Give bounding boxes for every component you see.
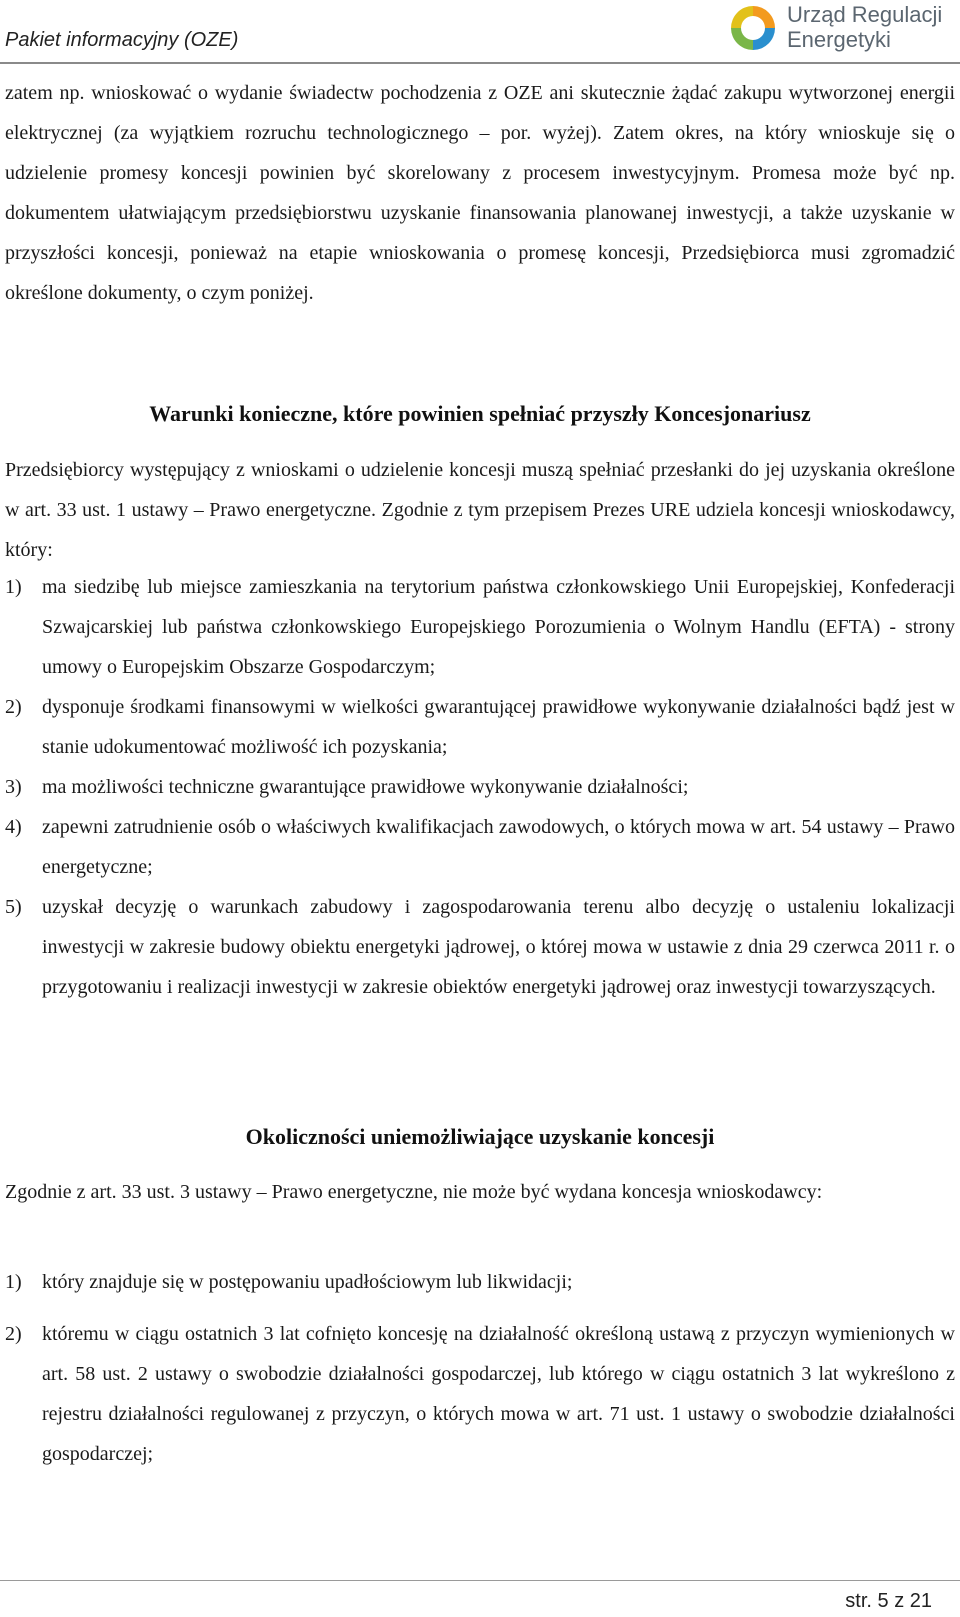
list-item <box>5 687 955 767</box>
header-divider <box>0 62 960 64</box>
list-item-number: 5) <box>5 896 22 918</box>
page-number: str. 5 z 21 <box>845 1590 932 1612</box>
footer-divider <box>0 1580 960 1581</box>
ure-logo <box>727 2 960 54</box>
logo-line-1: Urząd Regulacji <box>787 2 943 27</box>
list-item-text: ma siedzibę lub miejsce zamieszkania na terytorium państwa członkowskiego Unii Europejskiej, Konfederacji Szwajcarskiej lub państwa członkowskiego Europejskiego Porozumienia o Wolnym Handlu (EFTA) - strony umowy o Europejskim Obszarze Gospodarczym; <box>42 576 955 678</box>
list-item <box>5 767 955 807</box>
list-item-text: zapewni zatrudnienie osób o właściwych kwalifikacjach zawodowych, o których mowa w art. 54 ustawy – Prawo energetyczne; <box>42 816 955 878</box>
list-item-number: 4) <box>5 816 22 838</box>
section-heading-requirements: Warunki konieczne, które powinien spełniać przyszły Koncesjonariusz <box>149 401 811 426</box>
list-item-text: uzyskał decyzję o warunkach zabudowy i zagospodarowania terenu albo decyzję o ustaleniu lokalizacji inwestycji w zakresie budowy obiektu energetyki jądrowej, o której mowa w ustawie z dnia 29 czerwca 2011 r. o przygotowaniu i realizacji inwestycji w zakresie obiektów energetyki jądrowej oraz inwestycji towarzyszących. <box>42 896 955 998</box>
list-item-text: ma możliwości techniczne gwarantujące prawidłowe wykonywanie działalności; <box>42 776 689 798</box>
document-title: Pakiet informacyjny (OZE) <box>5 29 239 51</box>
list-item-number: 2) <box>5 696 22 718</box>
requirements-list <box>5 567 955 1007</box>
list-item <box>5 807 955 887</box>
logo-line-2: Energetyki <box>787 27 891 52</box>
list-item-number: 1) <box>5 1271 22 1293</box>
list-item-number: 2) <box>5 1323 22 1345</box>
ure-logo-icon <box>727 2 779 54</box>
exclusions-list <box>5 1262 955 1474</box>
list-item-text: któremu w ciągu ostatnich 3 lat cofnięto koncesję na działalność określoną ustawą z przyczyn wymienionych w art. 58 ust. 2 ustawy o swobodzie działalności gospodarczej, lub którego w ciągu ostatnich 3 lat wykreślono z rejestru działalności regulowanej z przyczyn, o których mowa w art. 71 ust. 1 ustawy o swobodzie działalności gospodarczej; <box>42 1323 955 1465</box>
list-item-number: 3) <box>5 776 22 798</box>
list-item <box>5 1314 955 1474</box>
section-heading-exclusions: Okoliczności uniemożliwiające uzyskanie koncesji <box>245 1124 715 1149</box>
list-item <box>5 887 955 1007</box>
requirements-lead-paragraph: Przedsiębiorcy występujący z wnioskami o udzielenie koncesji muszą spełniać przesłanki do jej uzyskania określone w art. 33 ust. 1 ustawy – Prawo energetyczne. Zgodnie z tym przepisem Prezes URE udziela koncesji wnioskodawcy, który: <box>5 459 955 561</box>
page-header <box>0 0 960 62</box>
list-item <box>5 1262 955 1302</box>
exclusions-lead-paragraph: Zgodnie z art. 33 ust. 3 ustawy – Prawo energetyczne, nie może być wydana koncesja wnioskodawcy: <box>5 1181 823 1203</box>
list-item-number: 1) <box>5 576 22 598</box>
logo-wordmark <box>787 2 942 52</box>
list-item-text: który znajduje się w postępowaniu upadłościowym lub likwidacji; <box>42 1271 573 1293</box>
list-item-text: dysponuje środkami finansowymi w wielkości gwarantującej prawidłowe wykonywanie działalności bądź jest w stanie udokumentować możliwość ich pozyskania; <box>42 696 955 758</box>
intro-paragraph: zatem np. wnioskować o wydanie świadectw pochodzenia z OZE ani skutecznie żądać zakupu wytworzonej energii elektrycznej (za wyjątkiem rozruchu technologicznego – por. wyżej). Zatem okres, na który wnioskuje się o udzielenie promesy koncesji powinien być skorelowany z procesem inwestycyjnym. Promesa może być np. dokumentem ułatwiającym przedsiębiorstwu uzyskanie finansowania planowanej inwestycji, a także uzyskanie w przyszłości koncesji, ponieważ na etapie wnioskowania o promesę koncesji, Przedsiębiorca musi zgromadzić określone dokumenty, o czym poniżej. <box>5 82 955 304</box>
list-item <box>5 567 955 687</box>
